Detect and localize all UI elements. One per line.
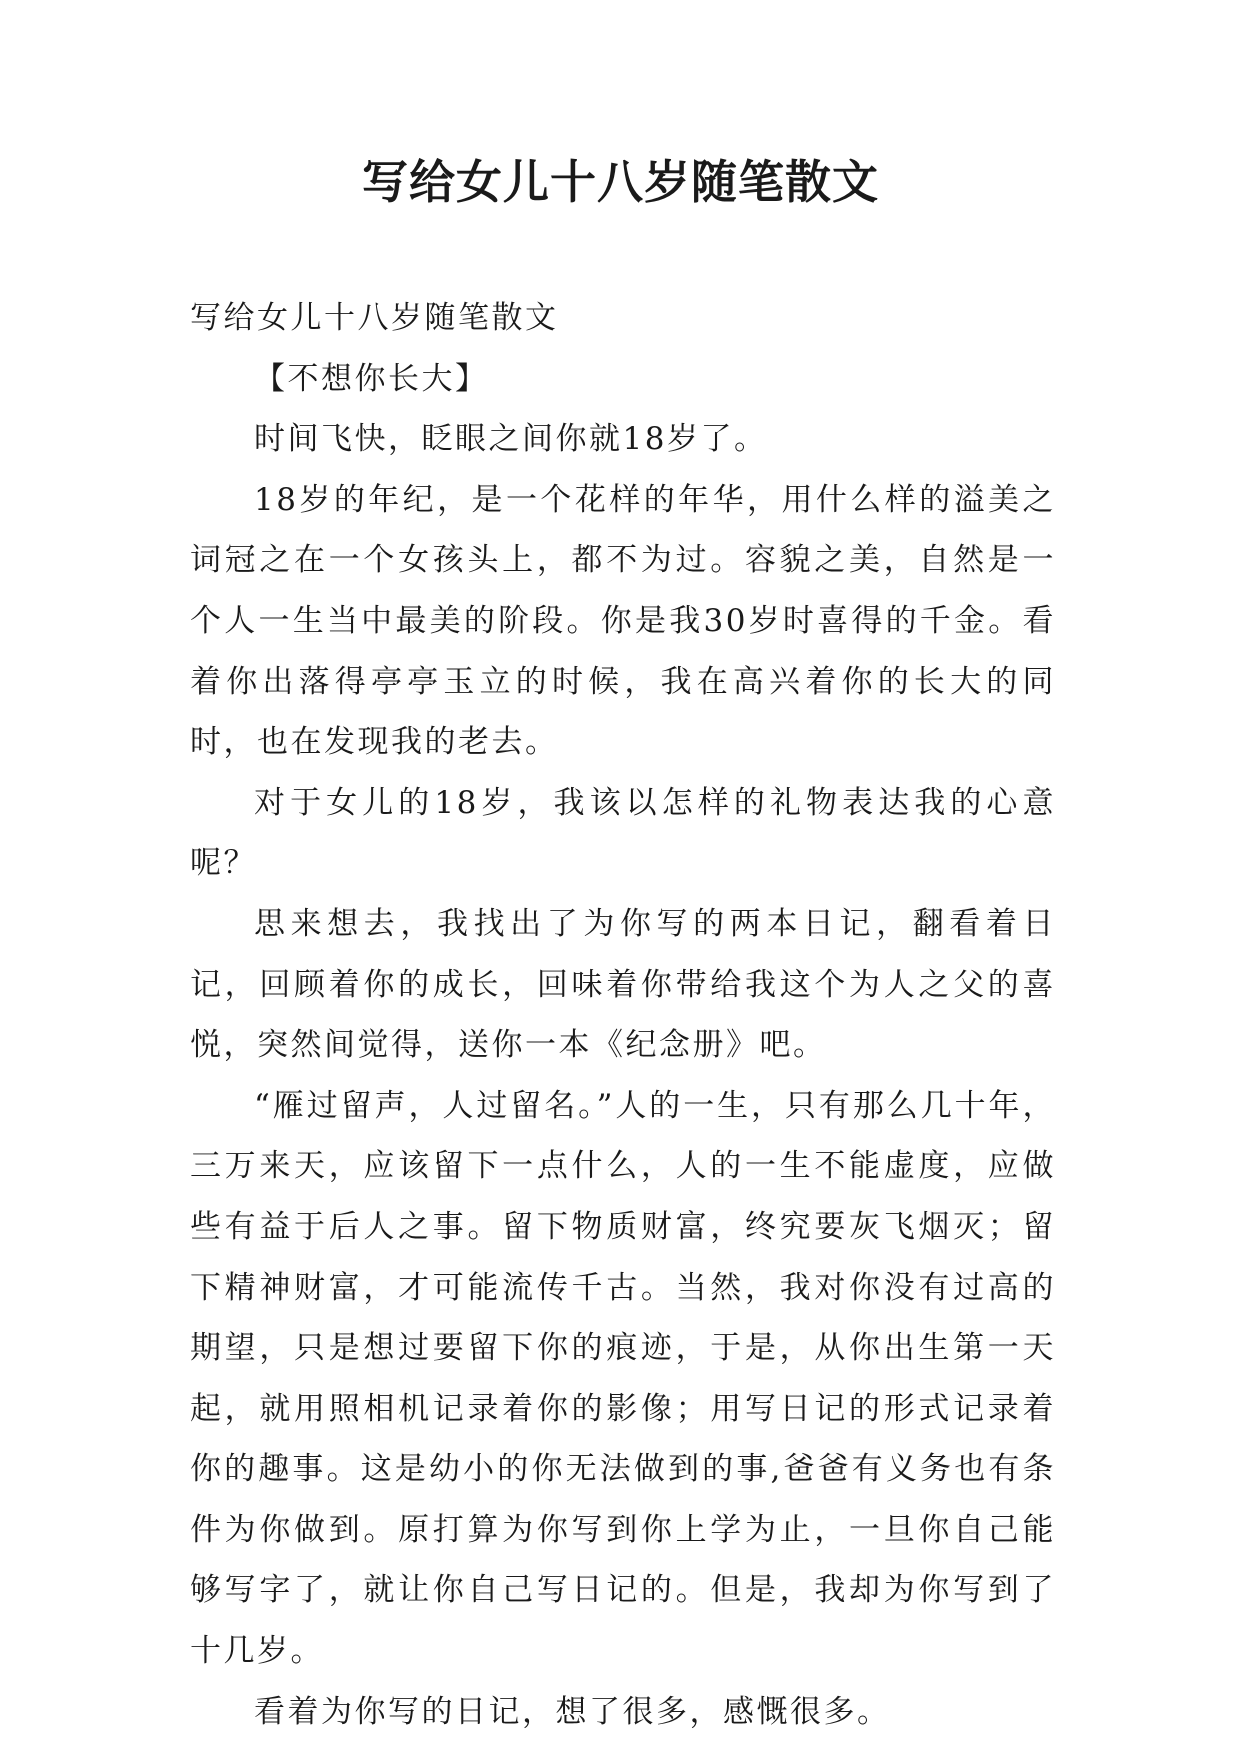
paragraph: 对于女儿的18岁，我该以怎样的礼物表达我的心意呢？	[190, 784, 1056, 882]
paragraph: 看着为你写的日记，想了很多，感慨很多。	[254, 1693, 891, 1730]
document-body	[190, 288, 1056, 1742]
paragraph: 时间飞快，眨眼之间你就18岁了。	[254, 421, 768, 458]
paragraph: “雁过留声，人过留名。”人的一生，只有那么几十年，三万来天，应该留下一点什么，人的一生不能虚度，应做些有益于后人之事。留下物质财富，终究要灰飞烟灭；留下精神财富，才可能流传千古。当然，我对你没有过高的期望，只是想过要留下你的痕迹，于是，从你出生第一天起，就用照相机记录着你的影像；用写日记的形式记录着你的趣事。这是幼小的你无法做到的事,爸爸有义务也有条件为你做到。原打算为你写到你上学为止，一旦你自己能够写字了，就让你自己写日记的。但是，我却为你写到了十几岁。	[190, 1087, 1056, 1670]
paragraph: 18岁的年纪，是一个花样的年华，用什么样的溢美之词冠之在一个女孩头上，都不为过。容貌之美，自然是一个人一生当中最美的阶段。你是我30岁时喜得的千金。看着你出落得亭亭玉立的时候，我在高兴着你的长大的同时，也在发现我的老去。	[190, 481, 1056, 761]
page-title: 写给女儿十八岁随笔散文	[362, 155, 879, 209]
paragraph-subtitle: 写给女儿十八岁随笔散文	[190, 300, 559, 336]
paragraph: 思来想去，我找出了为你写的两本日记，翻看着日记，回顾着你的成长，回味着你带给我这个为人之父的喜悦，突然间觉得，送你一本《纪念册》吧。	[190, 905, 1056, 1064]
paragraph-section-heading: 【不想你长大】	[254, 360, 489, 397]
